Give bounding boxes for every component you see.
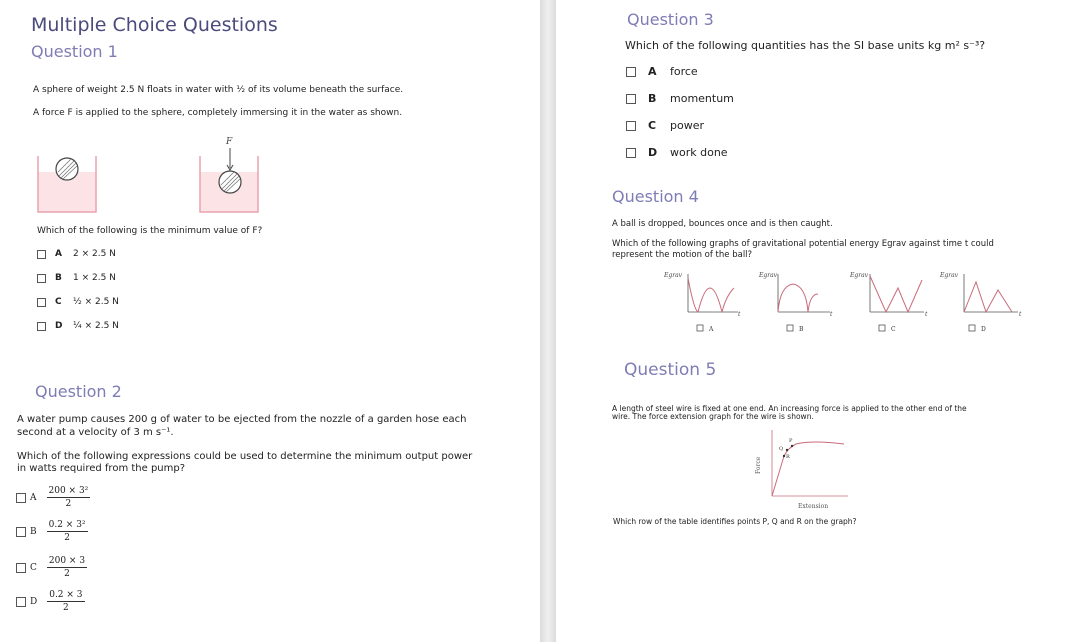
question-2-heading: Question 2 [35, 382, 122, 401]
q4-text-line3: represent the motion of the ball? [612, 250, 753, 260]
option-letter: B [648, 92, 657, 105]
option-letter: D [55, 321, 63, 331]
checkbox[interactable] [37, 322, 46, 331]
graph-d-x-label: t [1019, 311, 1022, 318]
graph-a-letter: A [709, 326, 714, 333]
option-letter: A [55, 249, 62, 259]
graph-c-y-label: Egrav [850, 272, 869, 279]
fraction-denominator: 2 [64, 569, 70, 579]
fraction-numerator: 0.2 × 3 [49, 590, 83, 600]
q5-text-line2: wire. The force extension graph for the wire is shown. [612, 412, 814, 421]
option-letter: A [648, 65, 657, 78]
q4-graphs [646, 266, 1036, 338]
q2-para1-line1: A water pump causes 200 g of water to be ejected from the nozzle of a garden hose each [17, 414, 467, 425]
sphere-floating [56, 158, 78, 180]
question-4-heading: Question 4 [612, 187, 699, 206]
point-r-label: R [786, 454, 790, 460]
checkbox[interactable] [16, 563, 26, 573]
graph-c [849, 272, 928, 333]
option-text: ½ × 2.5 N [73, 297, 119, 307]
fraction-denominator: 2 [63, 603, 69, 613]
point-p-dot [791, 445, 793, 447]
q5-text-line1: A length of steel wire is fixed at one end. An increasing force is applied to the other end of the [612, 404, 967, 413]
option-letter: D [648, 146, 658, 159]
q5-question: Which row of the table identifies points P, Q and R on the graph? [613, 517, 857, 526]
option-text: power [670, 119, 704, 132]
q1-question: Which of the following is the minimum value of F? [37, 226, 263, 236]
fraction-denominator: 2 [64, 533, 70, 543]
graph-a-curve [688, 278, 734, 312]
q3-option-a[interactable] [626, 65, 698, 78]
page-title: Multiple Choice Questions [31, 14, 278, 36]
option-text: 2 × 2.5 N [73, 249, 116, 259]
option-text: 1 × 2.5 N [73, 273, 116, 283]
checkbox[interactable] [37, 298, 46, 307]
q2-option-a[interactable] [16, 486, 90, 509]
point-q-label: Q [779, 446, 784, 452]
question-3-heading: Question 3 [627, 10, 714, 29]
q3-question: Which of the following quantities has the SI base units kg m² s⁻³? [625, 39, 986, 52]
checkbox[interactable] [37, 274, 46, 283]
option-letter: A [30, 492, 37, 503]
right-page [556, 0, 1080, 642]
graph-x-label: Extension [798, 503, 829, 510]
question-1-heading: Question 1 [31, 42, 118, 61]
q1-option-a[interactable] [37, 249, 116, 259]
q3-option-d[interactable] [626, 146, 728, 159]
option-fraction [47, 590, 84, 613]
graph-d-letter: D [981, 326, 986, 333]
q1-text-line1: A sphere of weight 2.5 N floats in water with ½ of its volume beneath the surface. [33, 85, 404, 95]
q1-option-c[interactable] [37, 297, 119, 307]
graph-b-x-label: t [830, 311, 833, 318]
page-gutter [540, 0, 556, 642]
checkbox[interactable] [16, 597, 26, 607]
option-letter: C [55, 297, 62, 307]
q2-para2-line2: in watts required from the pump? [17, 463, 186, 474]
q2-para2-line1: Which of the following expressions could be used to determine the minimum output power [17, 451, 473, 462]
fraction-numerator: 200 × 3 [48, 556, 86, 566]
graph-b-y-label: Egrav [759, 272, 778, 279]
question-5-heading: Question 5 [624, 360, 717, 380]
q4-text-line1: A ball is dropped, bounces once and is then caught. [612, 219, 833, 229]
graph-b-curve [778, 284, 818, 312]
checkbox[interactable] [16, 527, 26, 537]
checkbox[interactable] [787, 325, 793, 331]
option-fraction [47, 520, 88, 543]
option-fraction [47, 486, 91, 509]
checkbox[interactable] [37, 250, 46, 259]
q4-text-line2: Which of the following graphs of gravitational potential energy Egrav against time t could [612, 239, 994, 249]
option-letter: C [30, 562, 37, 573]
point-q-dot [786, 449, 788, 451]
graph-b [758, 272, 833, 333]
option-fraction [47, 556, 87, 579]
checkbox[interactable] [626, 148, 636, 158]
fraction-denominator: 2 [65, 499, 72, 509]
checkbox[interactable] [969, 325, 975, 331]
graph-d-y-label: Egrav [940, 272, 959, 279]
graph-a-x-label: t [738, 311, 741, 318]
checkbox[interactable] [697, 325, 703, 331]
q1-text-line2: A force F is applied to the sphere, completely immersing it in the water as shown. [33, 108, 403, 118]
graph-c-x-label: t [925, 311, 928, 318]
graph-c-letter: C [891, 326, 896, 333]
graph-d [939, 272, 1022, 333]
option-letter: B [55, 273, 62, 283]
option-text: work done [670, 146, 728, 159]
point-r-dot [783, 455, 785, 457]
graph-b-letter: B [799, 326, 804, 333]
option-letter: C [648, 119, 657, 132]
q2-option-b[interactable] [16, 520, 88, 543]
force-label: F [226, 137, 233, 147]
graph-c-curve [870, 276, 922, 312]
option-letter: B [30, 526, 37, 537]
point-p-label: P [789, 438, 793, 444]
q1-beaker-diagram [30, 132, 280, 218]
option-text: force [670, 65, 698, 78]
checkbox[interactable] [626, 121, 636, 131]
fraction-numerator: 0.2 × 3² [48, 520, 86, 530]
graph-a-y-label: Egrav [664, 272, 683, 279]
checkbox[interactable] [626, 67, 636, 77]
fraction-numerator: 200 × 3² [48, 486, 89, 496]
graph-d-curve [964, 282, 1012, 312]
sphere-immersed [219, 171, 241, 193]
q1-option-d[interactable] [37, 321, 119, 331]
q3-option-b[interactable] [626, 92, 734, 105]
graph-y-label: Force [755, 456, 762, 474]
q2-option-c[interactable] [16, 556, 87, 579]
graph-a [663, 272, 741, 333]
q2-para1-line2: second at a velocity of 3 m s⁻¹. [17, 427, 174, 438]
checkbox[interactable] [879, 325, 885, 331]
q3-option-c[interactable] [626, 119, 704, 132]
checkbox[interactable] [16, 493, 26, 503]
option-text: ¼ × 2.5 N [73, 321, 119, 331]
q1-option-b[interactable] [37, 273, 116, 283]
option-letter: D [30, 596, 38, 607]
q5-force-extension-graph [752, 426, 872, 514]
option-text: momentum [670, 92, 734, 105]
checkbox[interactable] [626, 94, 636, 104]
q2-option-d[interactable] [16, 590, 85, 613]
